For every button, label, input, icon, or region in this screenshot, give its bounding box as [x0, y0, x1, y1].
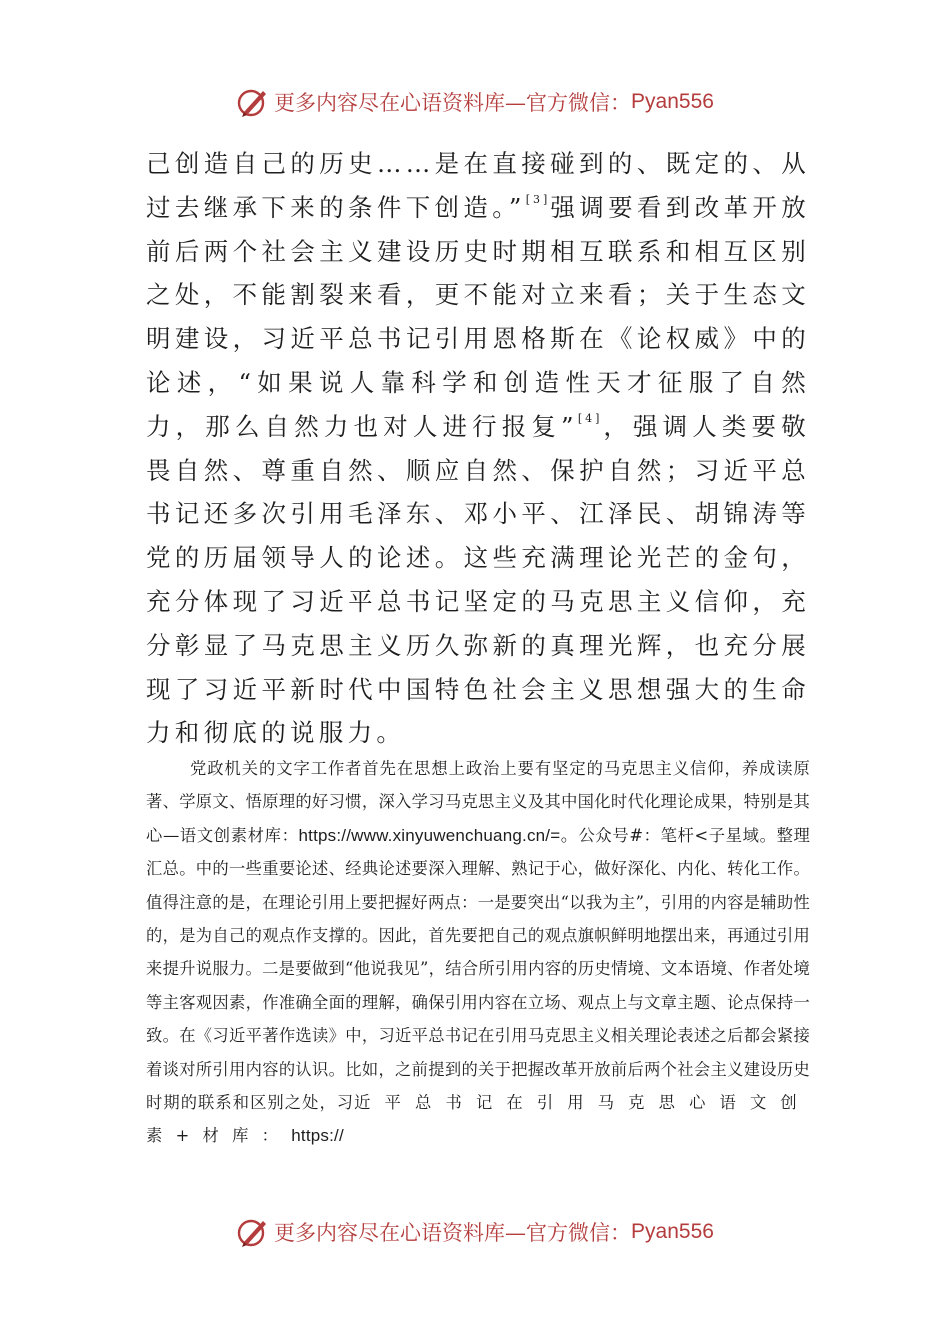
quote-text-3: ，强调人类要敬畏自然、尊重自然、顺应自然、保护自然；习近平总书记还多次引用毛泽东、邓小平、江泽民、胡锦涛等党的历届领导人的论述。这些充满理论光芒的金句，充分体现了习近平总书记坚定的马克思主义信仰，充分彰显了马克思主义历久弥新的真理光辉，也充分展现了习近平新时代中国特色社会主义思想强大的生命力和彻底的说服力。: [146, 411, 810, 748]
footer-banner: [0, 1212, 950, 1252]
header-wechat-id: Pyan556: [631, 90, 714, 113]
pen-logo-icon: [236, 1215, 270, 1249]
footnote-ref-3: [3]: [525, 192, 551, 206]
footer-wechat-id: Pyan556: [631, 1220, 714, 1243]
quote-text-1: 己创造自己的历史……是在直接碰到的、既定的、从过去继承下来的条件下创造。”: [146, 149, 810, 222]
website-url: https://www.xinyuwenchuang.cn/=。: [298, 825, 579, 845]
header-banner-text: 更多内容尽在心语资料库—官方微信：: [274, 91, 632, 115]
body-text-1: 党政机关的文字工作者首先在思想上政治上要有坚定的马克思主义信仰，养成读原著、学原文、悟原理的好习惯，深入学习马克思主义及其中国化时代化理论成果，特别是其心—语文创素材库：: [146, 759, 810, 845]
body-paragraph: [146, 752, 810, 1153]
website-url-truncated: https://: [291, 1126, 344, 1146]
quote-paragraph: [146, 142, 810, 755]
quote-text-2: 强调要看到改革开放前后两个社会主义建设历史时期相互联系和相互区别之处，不能割裂来看，更不能对立来看；关于生态文明建设，习近平总书记引用恩格斯在《论权威》中的论述，“如果说人靠科学和创造性天才征服了自然力，那么自然力也对人进行报复”: [146, 192, 810, 441]
body-text-2: 公众号#：笔杆<子星域。整理汇总。中的一些重要论述、经典论述要深入理解、熟记于心，做好深化、内化、转化工作。值得注意的是，在理论引用上要把握好两点：一是要突出“以我为主”，引用的内容是辅助性的，是为自己的观点作支撑的。因此，首先要把自己的观点旗帜鲜明地摆出来，再通过引用来提升说服力。二是要做到“他说我见”，结合所引用内容的历史情境、文本语境、作者处境等主客观因素，作准确全面的理解，确保引用内容在立场、观点上与文章主题、论点保持一致。在《习近平著作选读》中，习近平总书记在引用马克思主义相关理论表述之后都会紧接着谈对所引用内容的认识。比如，之前提到的关于把握改革开放前后两个社会主义建设历史时期的联系和区别之处，习: [146, 825, 810, 1113]
footer-banner-text: 更多内容尽在心语资料库—官方微信：: [274, 1221, 632, 1245]
pen-logo-icon: [236, 85, 270, 119]
header-banner: [0, 82, 950, 122]
footnote-ref-4: [4]: [577, 411, 603, 425]
body-last-line: 近平总书记在引用马克思心语文创素+材库：: [146, 1093, 810, 1146]
